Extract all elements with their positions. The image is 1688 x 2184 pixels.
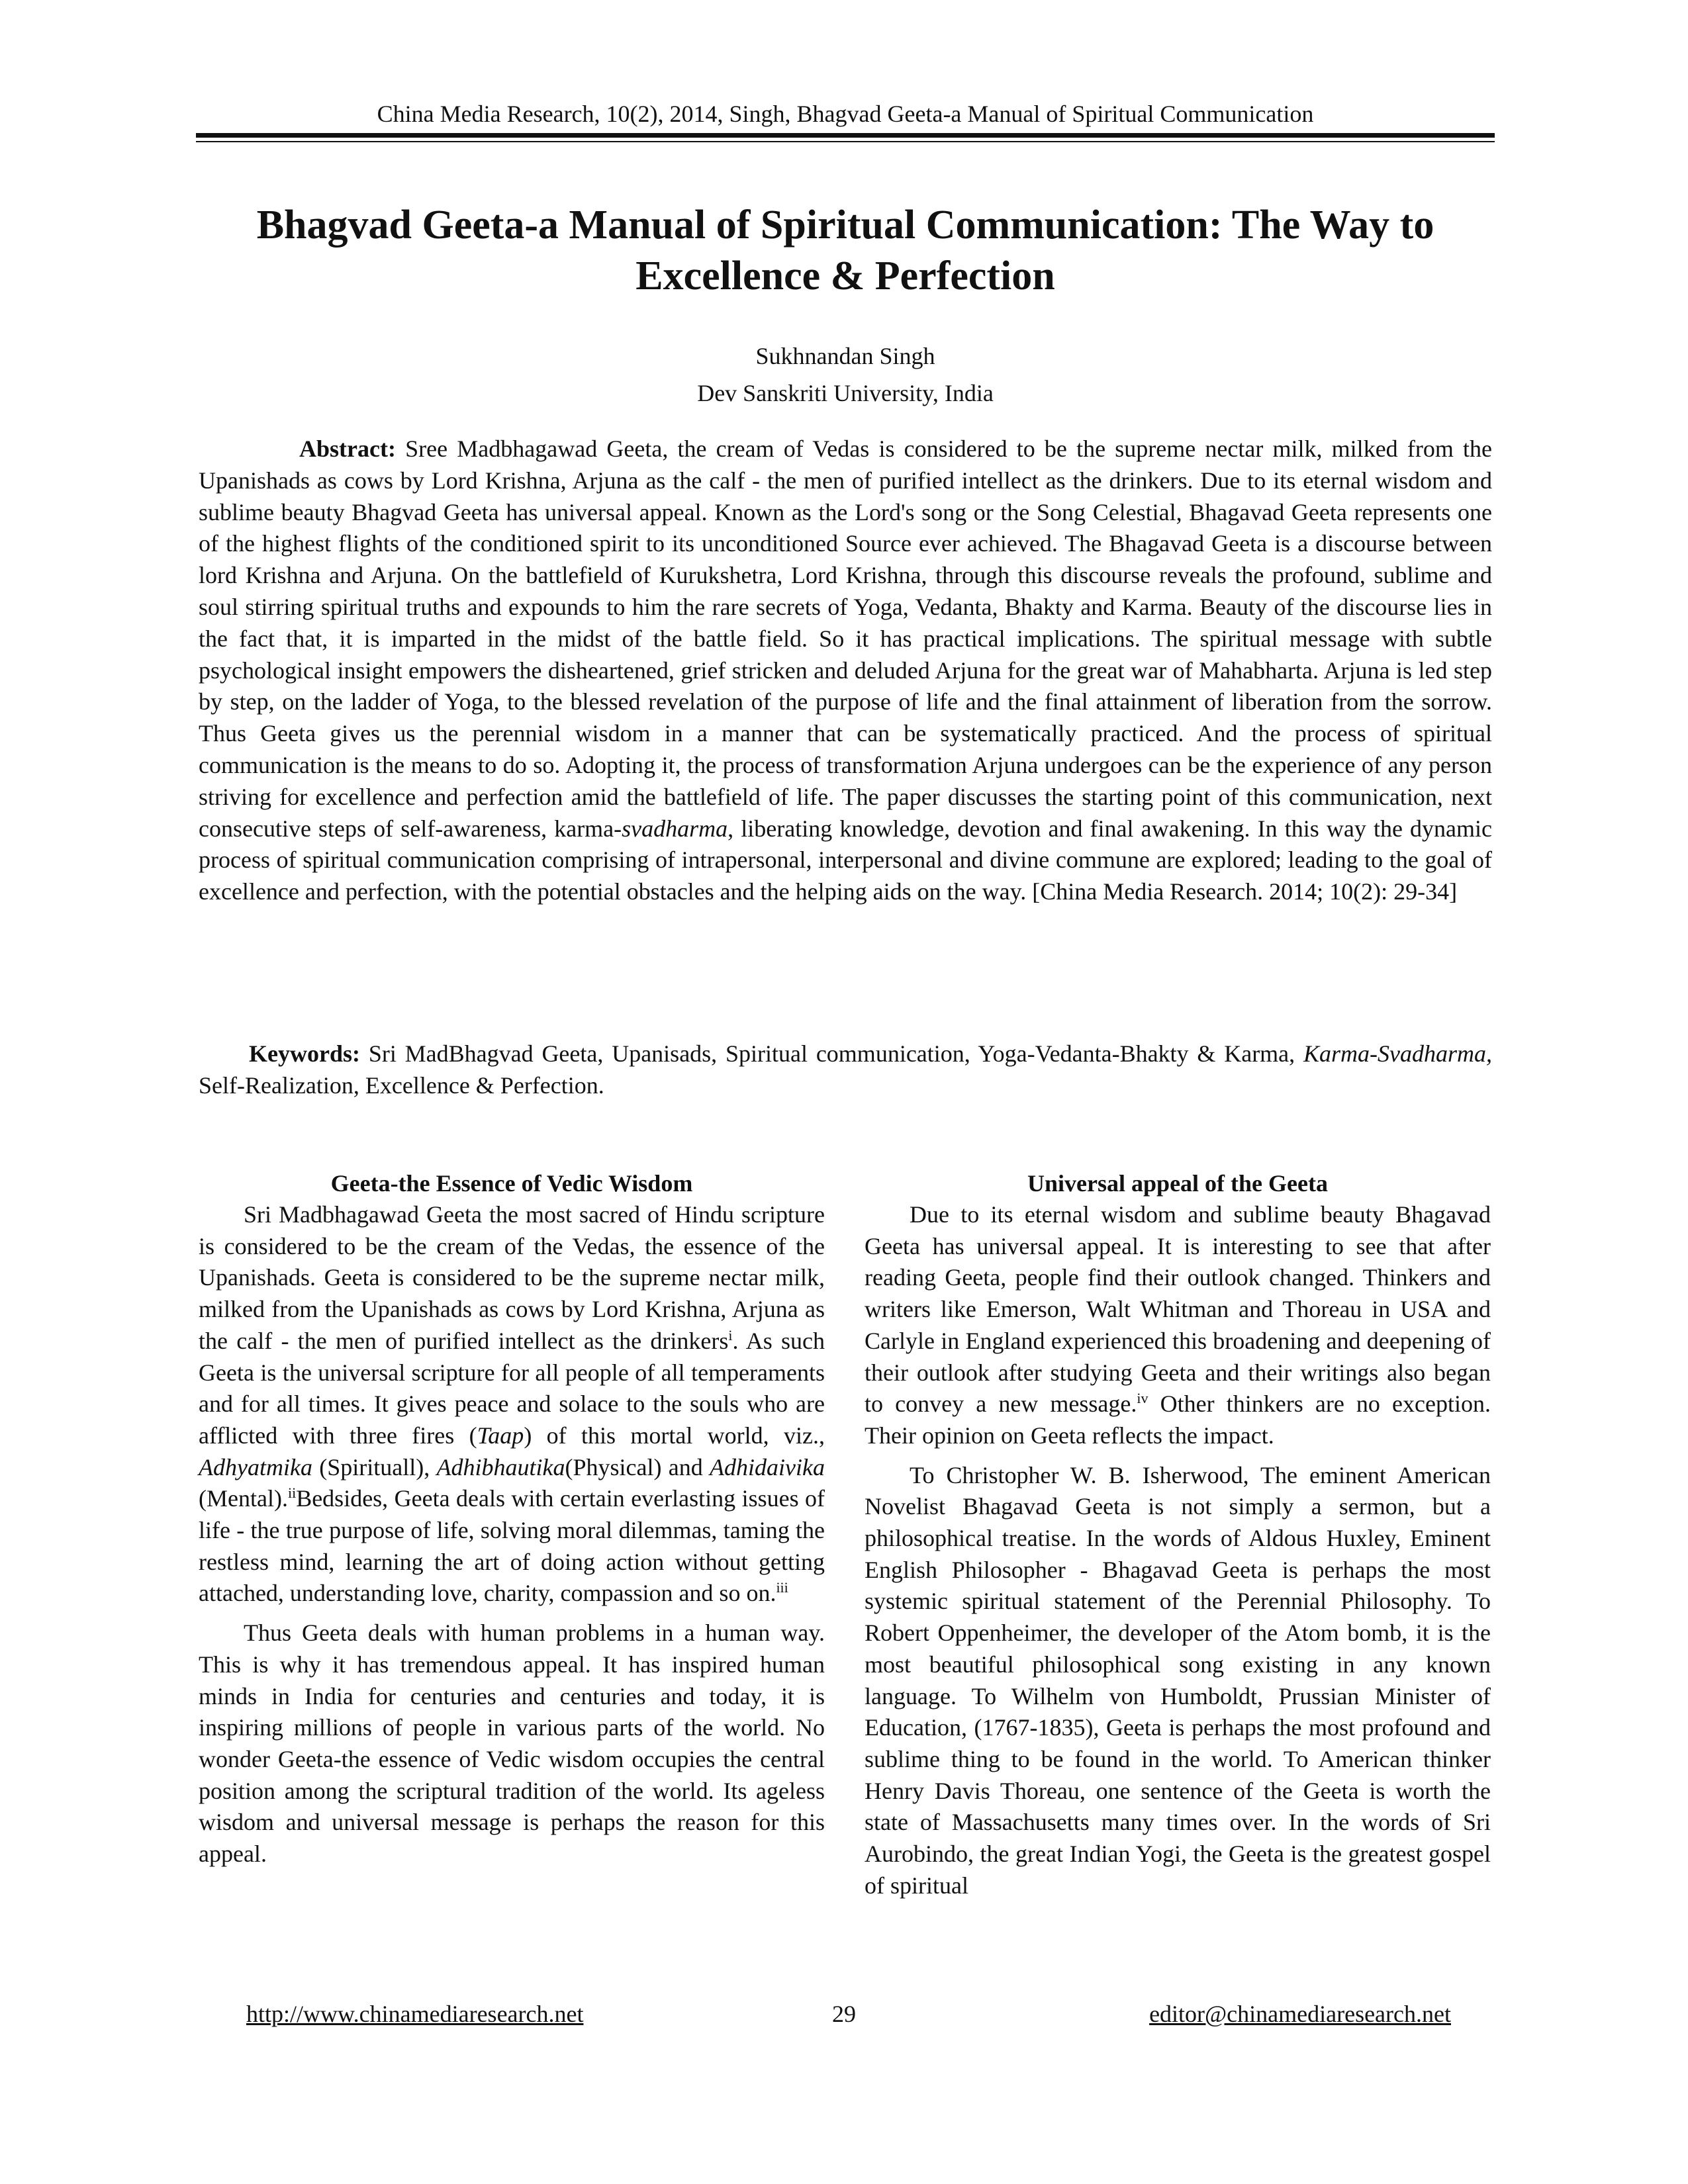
right-paragraph-1: Due to its eternal wisdom and sublime beauty Bhagavad Geeta has universal appeal. It is interesting to see that after reading Geeta, people find their outlook changed. Thinkers and writers like Emerson, Walt Whitman and Thoreau in USA and Carlyle in England experienced this broadening and deepening of their outlook after studying Geeta and their writings also began to convey a new message.$^{iv}$ Other thinkers are no exception. Their opinion on Geeta reflects the impact. [865,1201,1491,1449]
endnote-marker[interactable]: i [728,1326,733,1343]
keywords-italic: Karma-Svadharma, [1303,1040,1492,1067]
keywords-text-2: Self-Realization, Excellence & Perfection. [199,1071,604,1099]
title-line-1: Bhagvad Geeta-a Manual of Spiritual Communication: The Way to [256,203,1434,248]
right-column [865,1167,1491,1901]
abstract-label: Abstract: [299,435,396,462]
footer-website-link[interactable]: http://www.chinamediaresearch.net [246,2001,584,2027]
author-block [196,338,1495,412]
abstract-text-2: , liberating knowledge, devotion and final awakening. In this way the dynamic process of spiritual communication comprising of intrapersonal, interpersonal and divine commune are explored; leading to the goal of excellence and perfection, with the potential obstacles and the helping aids on the way. [China Media Research. 2014; 10(2): 29-34] [199,815,1492,905]
keywords [199,1038,1492,1102]
left-paragraph-1: Sri Madbhagawad Geeta the most sacred of Hindu scripture is considered to be the cream of the Vedas, the essence of the Upanishads. Geeta is considered to be the supreme nectar milk, milked from the Upanishads as cows by Lord Krishna, Arjuna as the calf - the men of purified intellect as the drinkers$^i$. As such Geeta is the universal scripture for all people of all temperaments and for all times. It gives peace and solace to the souls who are afflicted with three fires (Taap) of this mortal world, viz., Adhyatmika (Spirituall), Adhibhautika(Physical) and Adhidaivika (Mental).$^{ii}$Bedsides, Geeta deals with certain everlasting issues of life - the true purpose of life, solving moral dilemmas, taming the restless mind, learning the art of doing action without getting attached, understanding love, charity, compassion and so on.$^{iii}$ [199,1201,825,1607]
left-paragraph-2: Thus Geeta deals with human problems in a human way. This is why it has tremendous appeal. It has inspired human minds in India for centuries and centuries and today, it is inspiring millions of people in various parts of the world. No wonder Geeta-the essence of Vedic wisdom occupies the central position among the scriptural tradition of the world. Its ageless wisdom and universal message is perhaps the reason for this appeal. [199,1619,825,1868]
endnote-marker[interactable]: ii [287,1484,297,1502]
keywords-label: Keywords: [249,1040,360,1067]
abstract [199,433,1492,908]
running-head: China Media Research, 10(2), 2014, Singh, Bhagvad Geeta-a Manual of Spiritual Communication [377,101,1314,127]
header-rule-thin [196,141,1495,142]
left-column [199,1167,825,1870]
title-line-2: Excellence & Perfection [635,253,1055,298]
section-heading-essence: Geeta-the Essence of Vedic Wisdom [330,1170,693,1197]
section-heading-universal-appeal: Universal appeal of the Geeta [1027,1170,1328,1197]
right-paragraph-2: To Christopher W. B. Isherwood, The eminent American Novelist Bhagavad Geeta is not simply a sermon, but a philosophical treatise. In the words of Aldous Huxley, Eminent English Philosopher - Bhagavad Geeta is perhaps the most systemic spiritual statement of the Perennial Philosophy. To Robert Oppenheimer, the developer of the Atom bomb, it is the most beautiful philosophical song existing in any known language. To Wilhelm von Humboldt, Prussian Minister of Education, (1767-1835), Geeta is perhaps the most profound and sublime thing to be found in the world. To American thinker Henry Davis Thoreau, one sentence of the Geeta is worth the state of Massachusetts many times over. In the words of Sri Aurobindo, the great Indian Yogi, the Geeta is the greatest gospel of spiritual [865,1461,1491,1899]
endnote-marker[interactable]: iv [1137,1390,1149,1407]
header-rule-thick [196,133,1495,138]
keywords-text: Sri MadBhagvad Geeta, Upanisads, Spiritual communication, Yoga-Vedanta-Bhakty & Karma, [359,1040,1303,1067]
abstract-text: Sree Madbhagawad Geeta, the cream of Vedas is considered to be the supreme nectar milk, milked from the Upanishads as cows by Lord Krishna, Arjuna as the calf - the men of purified intellect as the drinkers. Due to its eternal wisdom and sublime beauty Bhagvad Geeta has universal appeal. Known as the Lord's song or the Song Celestial, Bhagavad Geeta represents one of the highest flights of the conditioned spirit to its unconditioned Source ever achieved. The Bhagavad Geeta is a discourse between lord Krishna and Arjuna. On the battlefield of Kurukshetra, Lord Krishna, through this discourse reveals the profound, sublime and soul stirring spiritual truths and expounds to him the rare secrets of Yoga, Vedanta, Bhakty and Karma. Beauty of the discourse lies in the fact that, it is imparted in the midst of the battle field. So it has practical implications. The spiritual message with subtle psychological insight empowers the disheartened, grief stricken and deluded Arjuna for the great war of Mahabharta. Arjuna is led step by step, on the ladder of Yoga, to the blessed revelation of the purpose of life and the final attainment of liberation from the sorrow. Thus Geeta gives us the perennial wisdom in a manner that can be systematically practiced. And the process of spiritual communication is the means to do so. Adopting it, the process of transformation Arjuna undergoes can be the experience of any person striving for excellence and perfection amid the battlefield of life. The paper discusses the starting point of this communication, next consecutive steps of self-awareness, karma- [199,435,1492,842]
page-number: 29 [832,2001,856,2027]
abstract-italic: svadharma [622,815,728,842]
footer-email-link[interactable]: editor@chinamediaresearch.net [1149,2001,1451,2027]
author-name: Sukhnandan Singh [755,343,935,369]
endnote-marker[interactable]: iii [776,1579,788,1596]
paper-title [196,200,1495,302]
author-affiliation: Dev Sanskriti University, India [697,380,994,406]
